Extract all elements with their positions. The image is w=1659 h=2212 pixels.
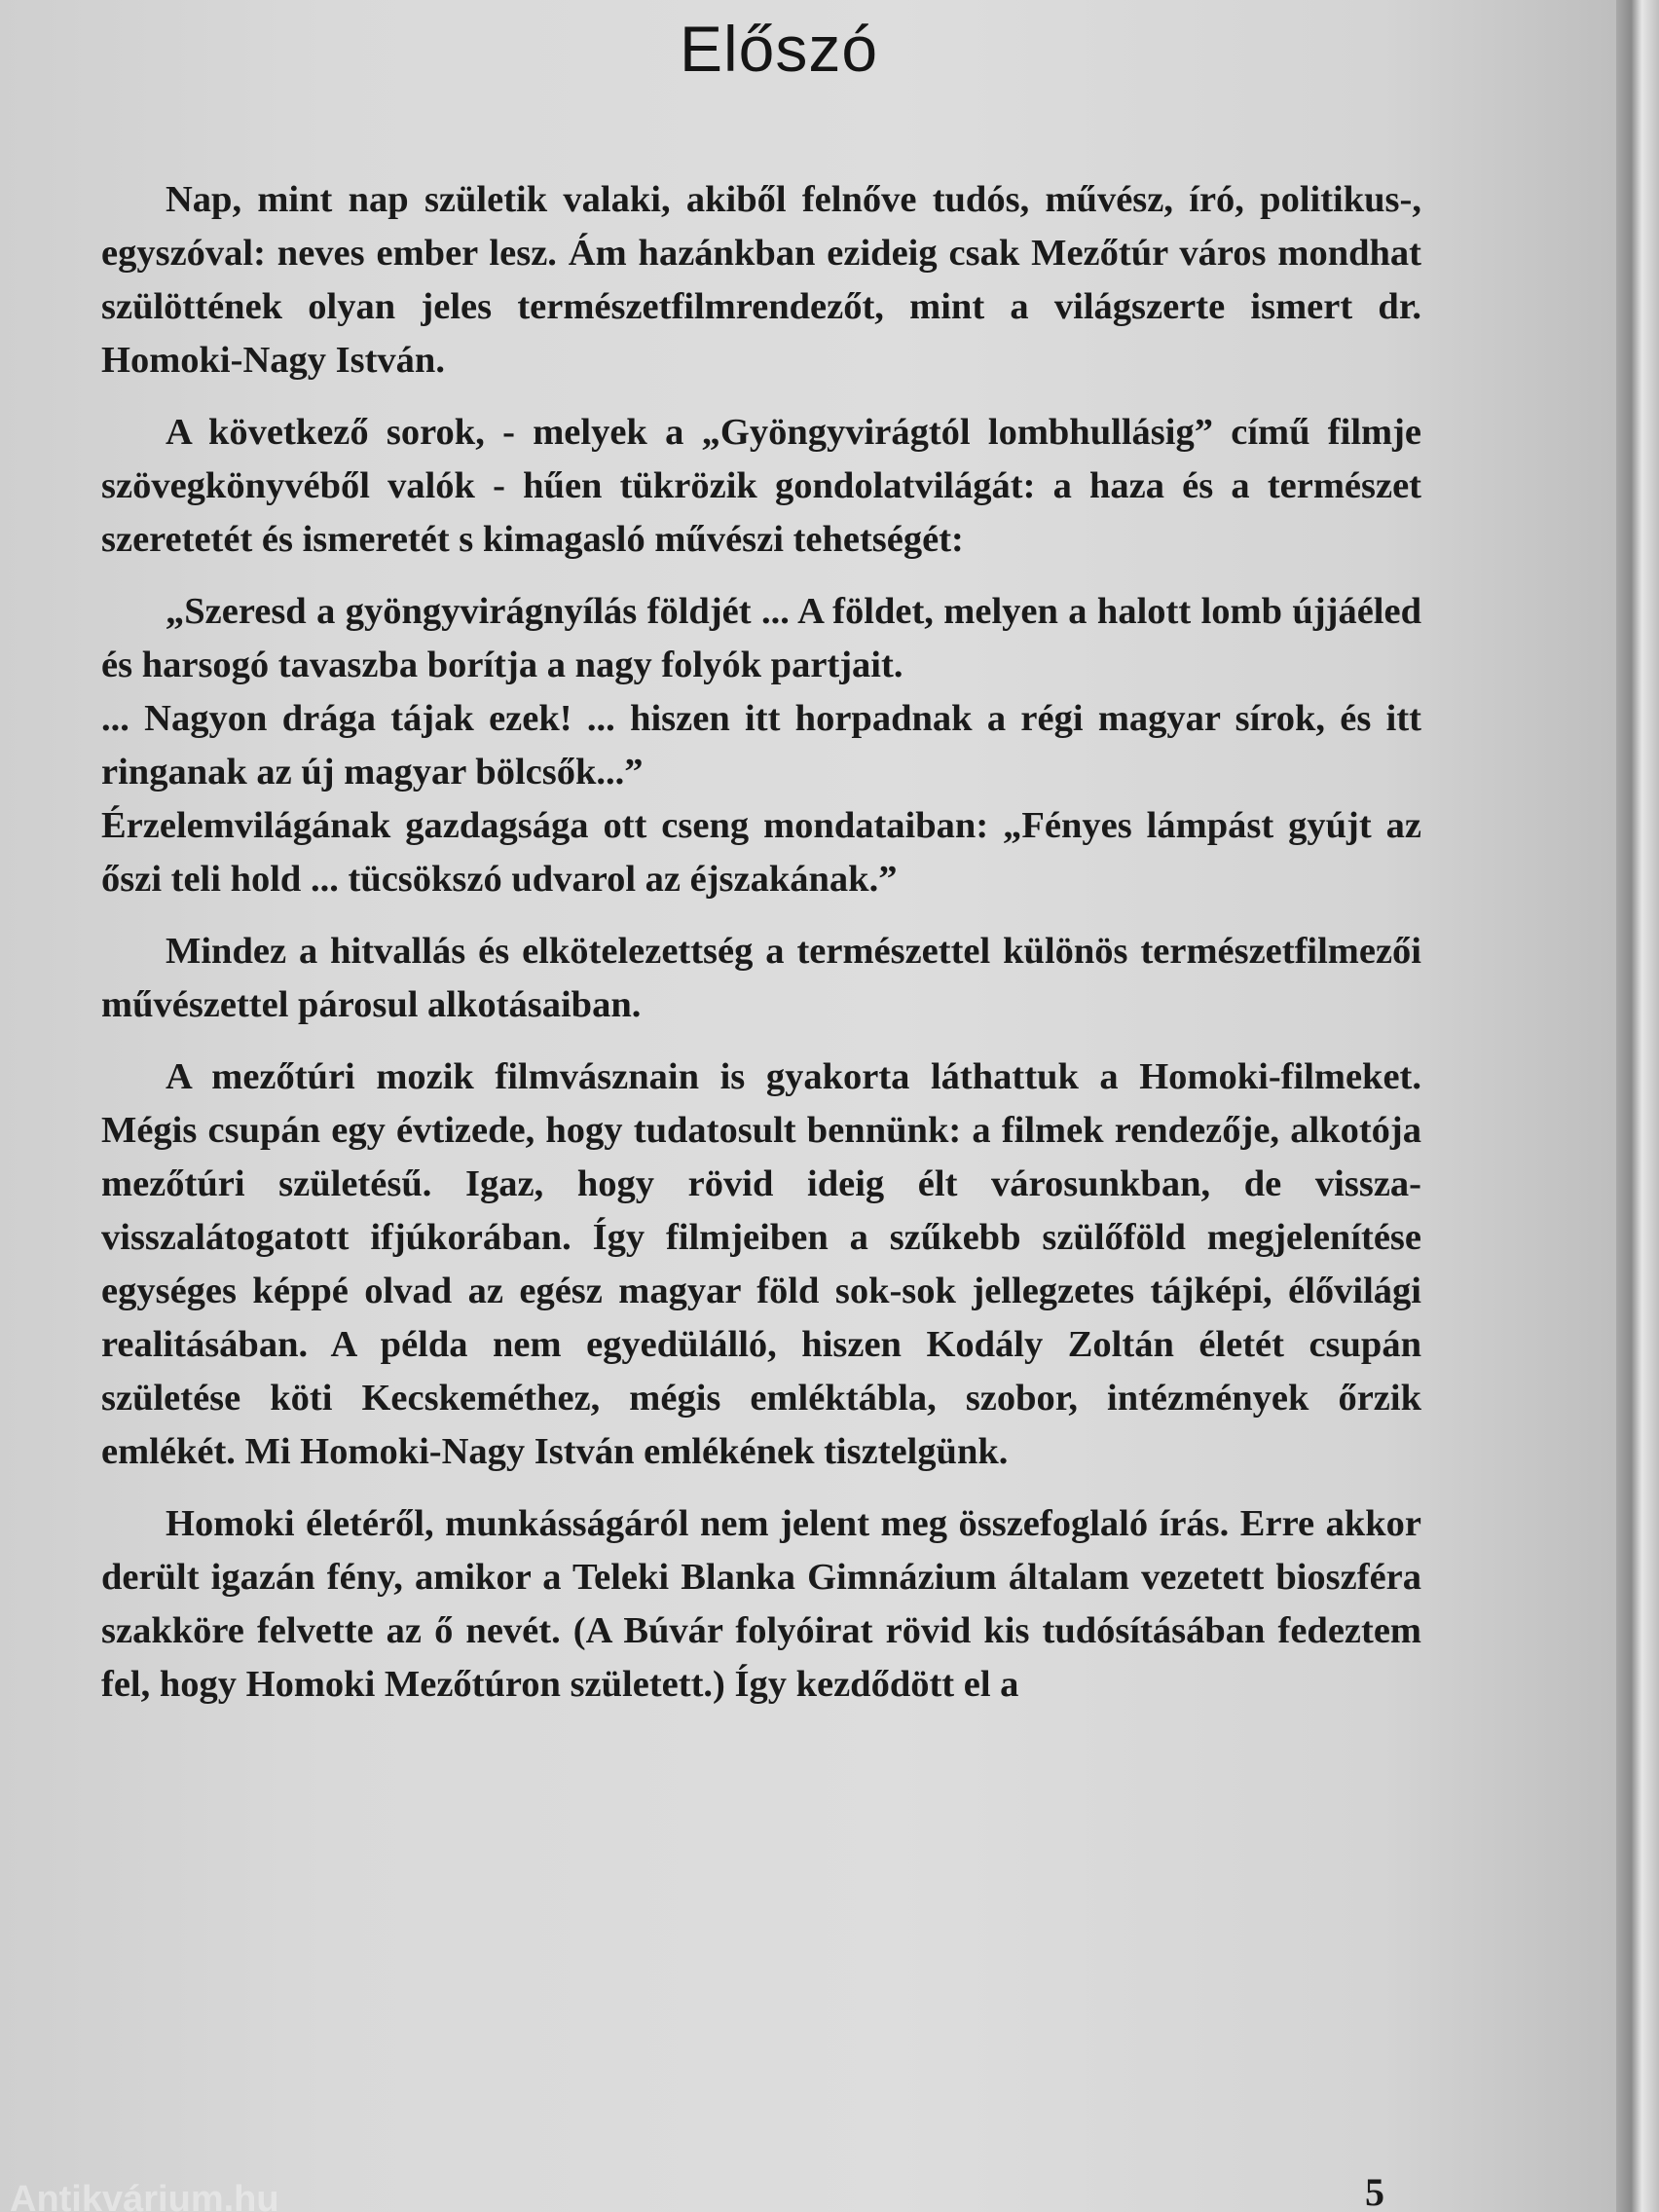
page-edge [1616,0,1659,2212]
paragraph-3: Érzelemvilágának gazdagsága ott cseng mondataiban: „Fényes lámpást gyújt az őszi teli hold ... tücsökszó udvarol az éjszakának.” [101,805,1421,900]
paragraph-2: A következő sorok, - melyek a „Gyöngyvirágtól lombhullásig” című filmje szövegkönyvéből valók - hűen tükrözik gondolatvilágát: a haza és a természet szeretetét és ismeretét s kimagasló művészi tehetségét: [101,412,1421,560]
page-title: Előszó [679,13,879,85]
quote-paragraph-1: „Szeresd a gyöngyvirágnyílás földjét ... A földet, melyen a halott lomb újjáéled és harsogó tavaszba borítja a nagy folyók partjait. [101,591,1421,685]
page-number: 5 [1365,2170,1384,2212]
paragraph-4: Mindez a hitvallás és elkötelezettség a természettel különös természetfilmezői művészettel párosul alkotásaiban. [101,931,1421,1025]
paragraph-1: Nap, mint nap születik valaki, akiből felnőve tudós, művész, író, politikus-, egyszóval: neves ember lesz. Ám hazánkban ezideig csak Mezőtúr város mondhat szülöttének olyan jeles természetfilmrendezőt, mint a világszerte ismert dr. Homoki-Nagy István. [101,179,1421,381]
watermark: Antikvárium.hu [10,2179,279,2212]
quote-paragraph-2: ... Nagyon drága tájak ezek! ... hiszen itt horpadnak a régi magyar sírok, és itt ringanak az új magyar bölcsők...” [101,698,1421,793]
paragraph-6: Homoki életéről, munkásságáról nem jelent meg összefoglaló írás. Erre akkor derült igazán fény, amikor a Teleki Blanka Gimnázium általam vezetett bioszféra szakköre felvette az ő nevét. (A Búvár folyóirat rövid kis tudósításában fedeztem fel, hogy Homoki Mezőtúron született.) Így kezdődött el a [101,1503,1421,1705]
body-text [101,173,1421,1730]
paragraph-5: A mezőtúri mozik filmvásznain is gyakorta láthattuk a Homoki-filmeket. Mégis csupán egy évtizede, hogy tudatosult bennünk: a filmek rendezője, alkotója mezőtúri születésű. Igaz, hogy rövid ideig élt városunkban, de vissza-visszalátogatott ifjúkorában. Így filmjeiben a szűkebb szülőföld megjelenítése egységes képpé olvad az egész magyar föld sok-sok jellegzetes tájképi, élővilági realitásában. A példa nem egyedülálló, hiszen Kodály Zoltán életét csupán születése köti Kecskeméthez, mégis emléktábla, szobor, intézmények őrzik emlékét. Mi Homoki-Nagy István emlékének tisztelgünk. [101,1056,1421,1472]
